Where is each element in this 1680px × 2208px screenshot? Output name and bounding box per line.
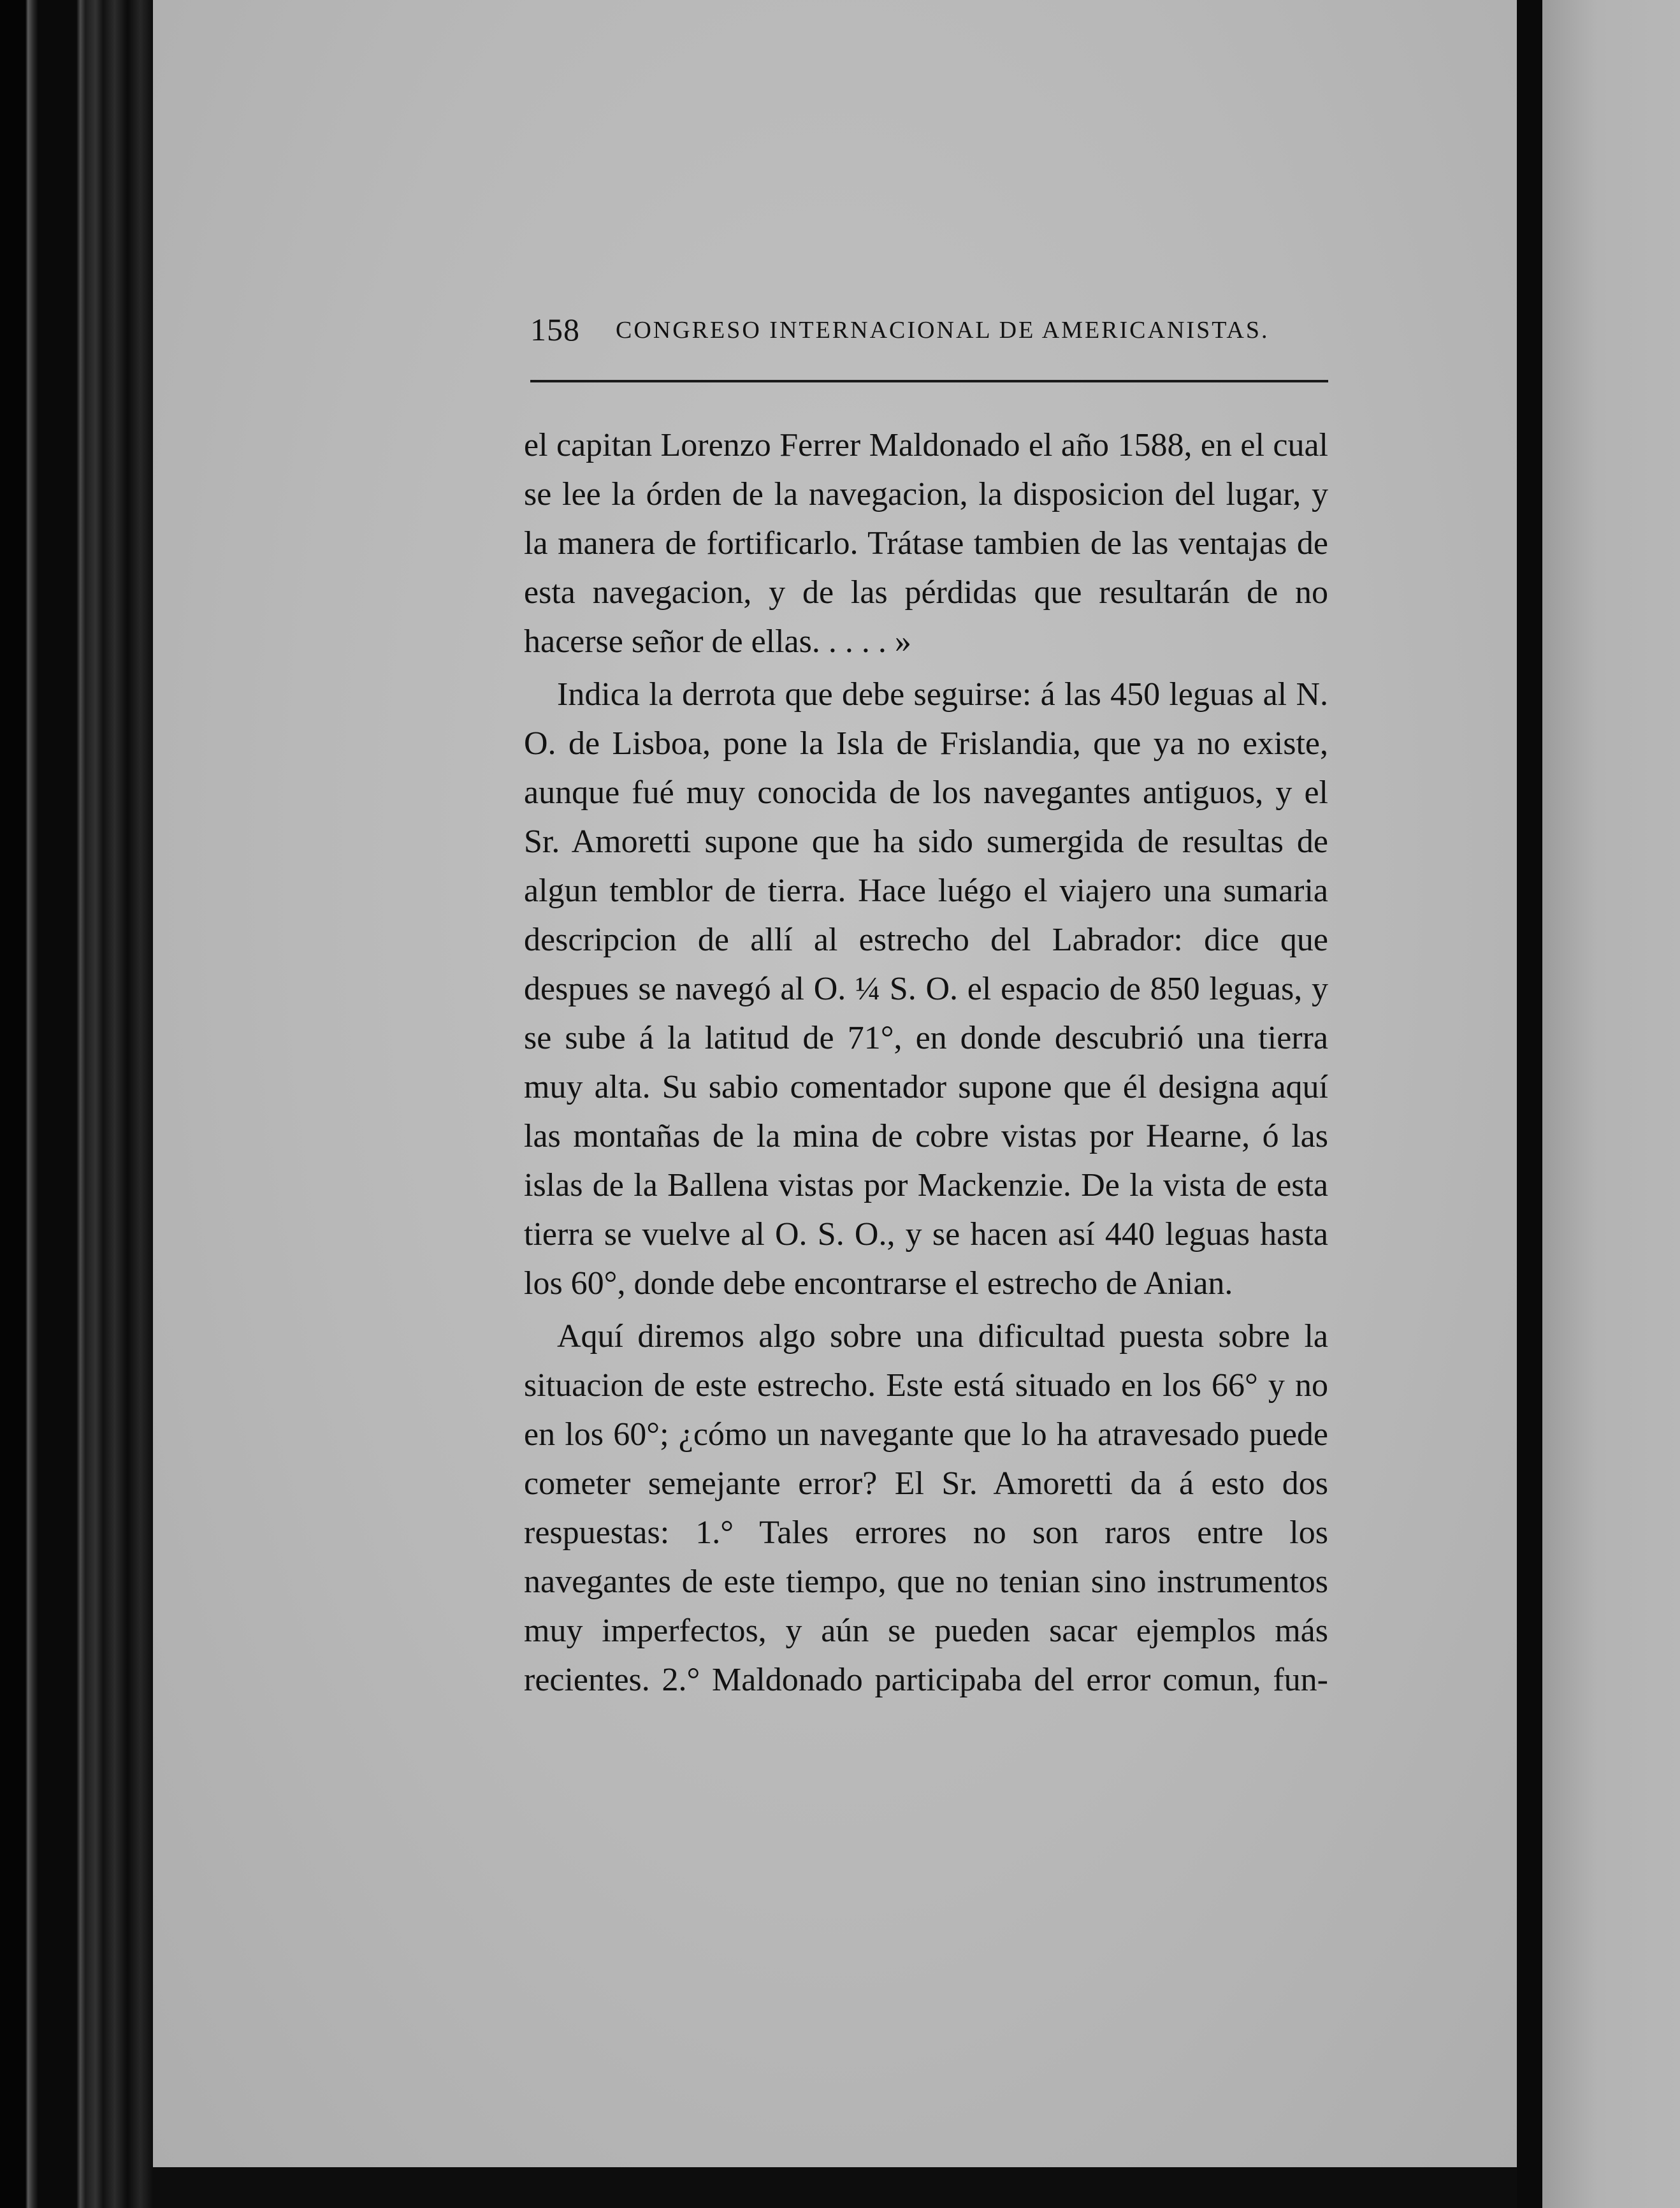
page-gutter (1517, 0, 1542, 2208)
page-header (530, 311, 1327, 356)
header-rule (530, 380, 1328, 382)
paragraph: Aquí diremos algo sobre una dificultad puesta sobre la situacion de este estrecho. Este está situado en los 66° y no en los 60°; ¿cómo un navegante que lo ha atravesado puede cometer semejante error? El Sr. Amoretti da á esto dos respuestas: 1.° Tales errores no son raros entre los navegantes de este tiempo, que no tenian sino instrumentos muy imperfectos, y aún se pueden sacar ejemplos más recientes. 2.° Maldonado participaba del error comun, fun- (524, 1318, 1328, 1698)
bottom-edge (153, 2167, 1517, 2208)
paragraph: Indica la derrota que debe seguirse: á las 450 leguas al N. O. de Lisboa, pone la Isla de Frislandia, que ya no existe, aunque fué muy conocida de los navegantes antiguos, y el Sr. Amoretti supone que ha sido sumergida de resultas de algun temblor de tierra. Hace luégo el viajero una sumaria descripcion de allí al estrecho del Labrador: dice que despues se navegó al O. ¼ S. O. el espacio de 850 leguas, y se sube á la latitud de 71°, en donde descubrió una tierra muy alta. Su sabio comentador supone que él designa aquí las montañas de la mina de cobre vistas por Hearne, ó las islas de la Ballena vistas por Mackenzie. De la vista de esta tierra se vuelve al O. S. O., y se hacen así 440 leguas hasta los 60°, donde debe encontrarse el estrecho de Anian. (524, 676, 1328, 1302)
body-text (524, 421, 1328, 1708)
running-head: CONGRESO INTERNACIONAL DE AMERICANISTAS. (616, 317, 1270, 344)
page-number: 158 (530, 312, 580, 347)
book-spine (0, 0, 156, 2208)
paragraph: el capitan Lorenzo Ferrer Maldonado el año 1588, en el cual se lee la órden de la navegacion, la disposicion del lugar, y la manera de fortificarlo. Trátase tambien de las ventajas de esta navegacion, y de las pérdidas que resultarán de no hacerse señor de ellas. . . . . » (524, 427, 1328, 660)
adjacent-page-edge (1542, 0, 1680, 2208)
